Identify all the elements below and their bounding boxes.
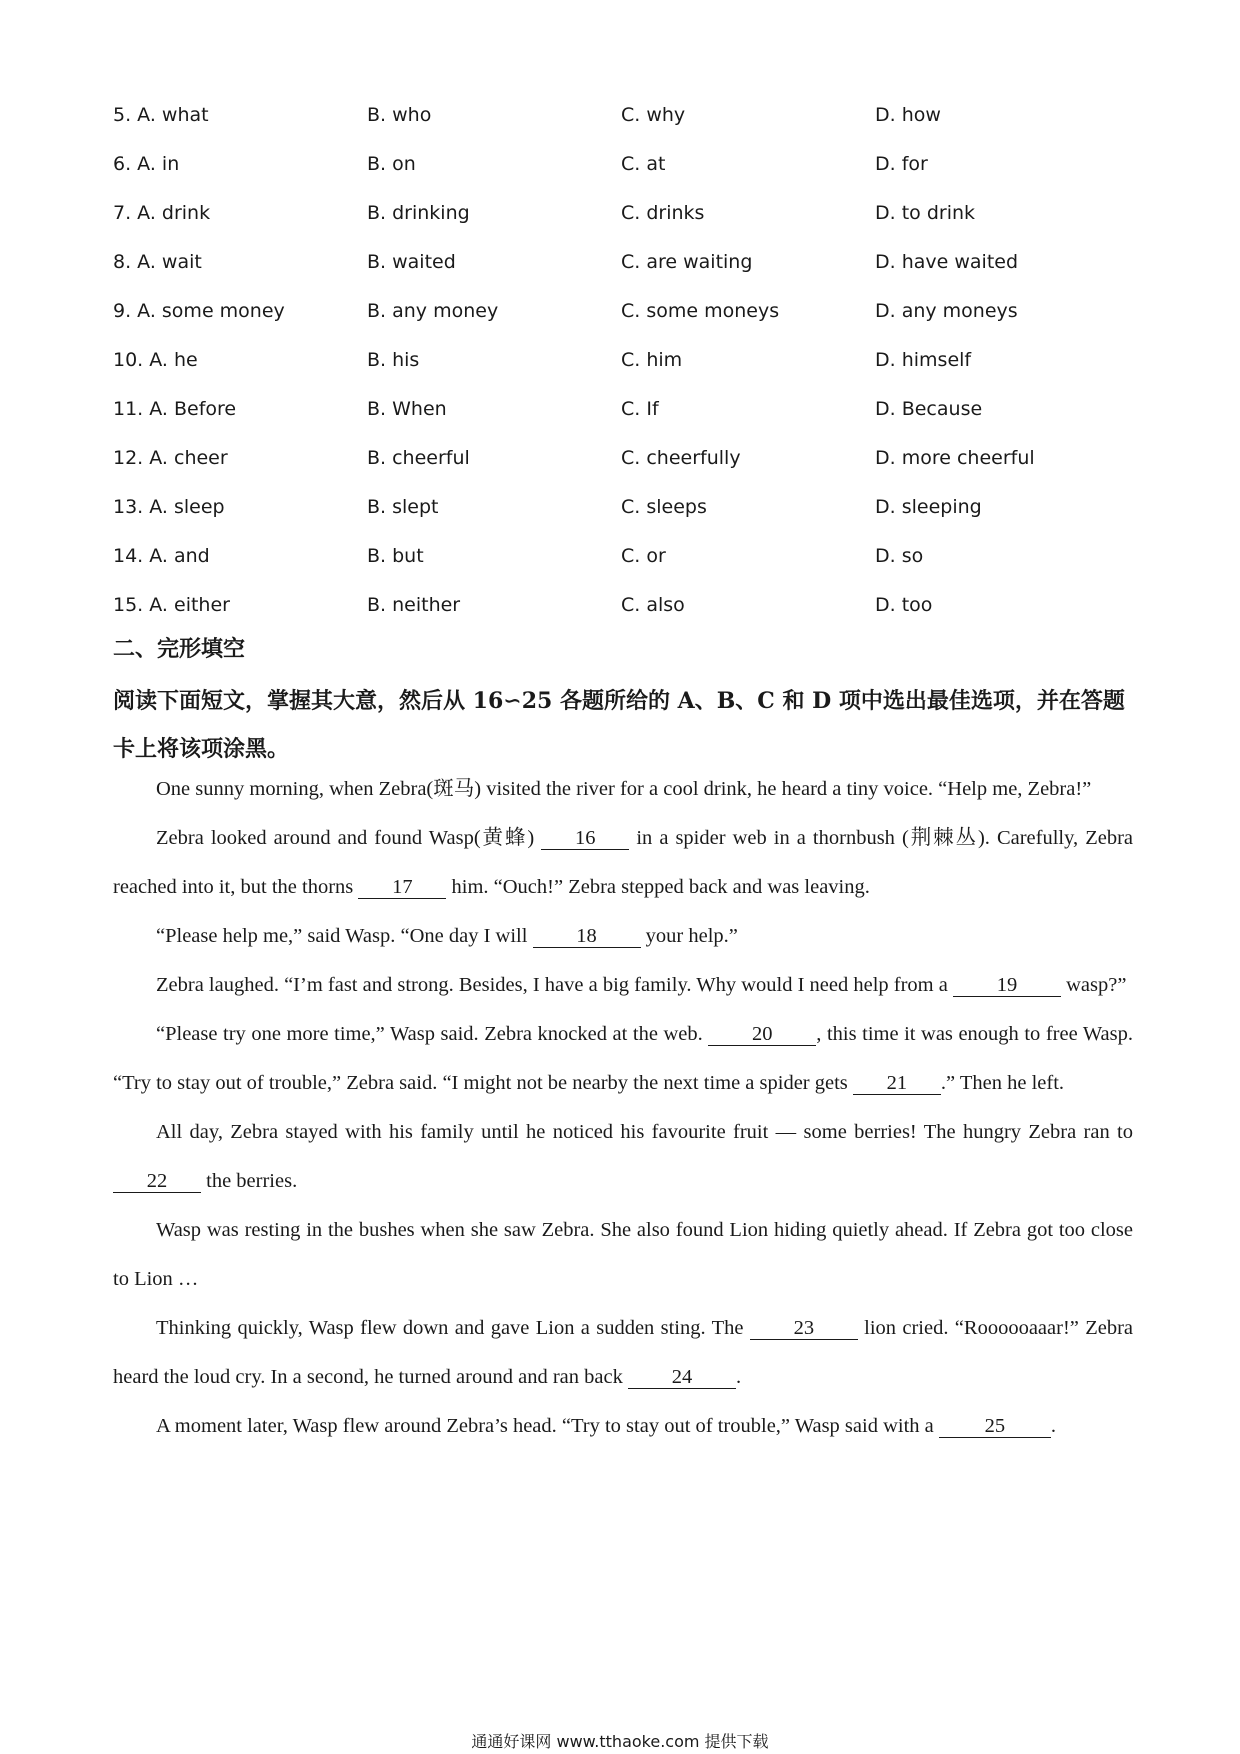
text: in a spider web in a thornbush (荆棘丛). Carefully, Zebra reached into it, but the thorns <box>113 827 1134 898</box>
option-row-6 <box>113 153 1133 202</box>
option-a: 11. A. Before <box>113 398 237 420</box>
option-c: C. cheerfully <box>621 447 741 469</box>
options-list <box>113 104 1133 643</box>
option-a: 10. A. he <box>113 349 198 371</box>
text: “Please help me,” said Wasp. “One day I will <box>156 925 528 947</box>
option-c: C. sleeps <box>621 496 707 518</box>
blank-18[interactable]: 18 <box>533 925 641 948</box>
option-b: B. his <box>367 349 420 371</box>
option-c: C. at <box>621 153 666 175</box>
option-row-15 <box>113 594 1133 643</box>
option-row-8 <box>113 251 1133 300</box>
paragraph-6 <box>113 1108 1133 1206</box>
option-a: 7. A. drink <box>113 202 211 224</box>
text: Zebra looked around and found Wasp(黄蜂) <box>156 827 535 849</box>
option-c: C. are waiting <box>621 251 753 273</box>
option-d: D. Because <box>875 398 983 420</box>
text: Thinking quickly, Wasp flew down and gave Lion a sudden sting. The <box>156 1317 744 1339</box>
option-b: B. slept <box>367 496 439 518</box>
text: , this time it was enough to free Wasp. “Try to stay out of trouble,” Zebra said. “I might not be nearby the next time a spider gets <box>113 1023 1134 1094</box>
option-row-12 <box>113 447 1133 496</box>
text: the berries. <box>206 1170 298 1192</box>
option-b: B. waited <box>367 251 456 273</box>
option-row-9 <box>113 300 1133 349</box>
option-a: 5. A. what <box>113 104 209 126</box>
footer: 通通好课网 www.tthaoke.com 提供下载 <box>471 1732 769 1751</box>
option-d: D. how <box>875 104 941 126</box>
option-a: 15. A. either <box>113 594 230 616</box>
text: lion cried. “Roooooaaar!” Zebra heard the loud cry. In a second, he turned around and ran back <box>113 1317 1134 1388</box>
text: Zebra laughed. “I’m fast and strong. Besides, I have a big family. Why would I need help from a <box>156 974 948 996</box>
blank-19[interactable]: 19 <box>953 974 1061 997</box>
text: A moment later, Wasp flew around Zebra’s head. “Try to stay out of trouble,” Wasp said with a <box>156 1415 934 1437</box>
cloze-passage <box>113 765 1133 1451</box>
option-b: B. but <box>367 545 424 567</box>
option-c: C. him <box>621 349 683 371</box>
paragraph-2 <box>113 814 1133 912</box>
blank-16[interactable]: 16 <box>541 827 629 850</box>
option-b: B. drinking <box>367 202 470 224</box>
instruction: 阅读下面短文，掌握其大意，然后从 16∽25 各题所给的 A、B、C 和 D 项中选出最佳选项，并在答题卡上将该项涂黑。 <box>113 688 1125 762</box>
option-c: C. If <box>621 398 659 420</box>
text: him. “Ouch!” Zebra stepped back and was leaving. <box>451 876 870 898</box>
text: .” Then he left. <box>940 1072 1065 1094</box>
option-d: D. too <box>875 594 933 616</box>
paragraph-5 <box>113 1010 1133 1108</box>
option-c: C. or <box>621 545 666 567</box>
text: . <box>1050 1415 1056 1437</box>
blank-22[interactable]: 22 <box>113 1170 201 1193</box>
text: wasp?” <box>1066 974 1127 996</box>
blank-23[interactable]: 23 <box>750 1317 858 1340</box>
option-c: C. why <box>621 104 686 126</box>
blank-21[interactable]: 21 <box>853 1072 941 1095</box>
option-row-5 <box>113 104 1133 153</box>
option-a: 12. A. cheer <box>113 447 228 469</box>
paragraph-4 <box>113 961 1133 1010</box>
option-row-7 <box>113 202 1133 251</box>
option-row-11 <box>113 398 1133 447</box>
option-a: 8. A. wait <box>113 251 202 273</box>
option-d: D. himself <box>875 349 972 371</box>
option-d: D. sleeping <box>875 496 982 518</box>
option-d: D. any moneys <box>875 300 1018 322</box>
option-d: D. more cheerful <box>875 447 1035 469</box>
option-a: 13. A. sleep <box>113 496 225 518</box>
option-d: D. so <box>875 545 924 567</box>
paragraph-1: One sunny morning, when Zebra(斑马) visited the river for a cool drink, he heard a tiny voice. “Help me, Zebra!” <box>156 778 1092 800</box>
option-b: B. cheerful <box>367 447 470 469</box>
option-b: B. any money <box>367 300 499 322</box>
section-title: 二、完形填空 <box>113 637 246 662</box>
option-c: C. some moneys <box>621 300 780 322</box>
text: “Please try one more time,” Wasp said. Zebra knocked at the web. <box>156 1023 703 1045</box>
paragraph-3 <box>113 912 1133 961</box>
paragraph-9 <box>113 1402 1133 1451</box>
option-d: D. to drink <box>875 202 976 224</box>
option-b: B. When <box>367 398 447 420</box>
option-a: 9. A. some money <box>113 300 285 322</box>
option-d: D. for <box>875 153 928 175</box>
text: All day, Zebra stayed with his family until he noticed his favourite fruit — some berries! The hungry Zebra ran to <box>156 1121 1133 1143</box>
paragraph-7: Wasp was resting in the bushes when she saw Zebra. She also found Lion hiding quietly ahead. If Zebra got too close to Lion … <box>113 1219 1133 1290</box>
option-c: C. also <box>621 594 685 616</box>
option-row-10 <box>113 349 1133 398</box>
blank-24[interactable]: 24 <box>628 1366 736 1389</box>
option-a: 14. A. and <box>113 545 210 567</box>
blank-20[interactable]: 20 <box>708 1023 816 1046</box>
paragraph-8 <box>113 1304 1133 1402</box>
text: . <box>735 1366 742 1388</box>
option-b: B. neither <box>367 594 461 616</box>
option-row-13 <box>113 496 1133 545</box>
option-d: D. have waited <box>875 251 1019 273</box>
option-c: C. drinks <box>621 202 705 224</box>
option-b: B. who <box>367 104 432 126</box>
blank-17[interactable]: 17 <box>358 876 446 899</box>
option-a: 6. A. in <box>113 153 180 175</box>
text: your help.” <box>645 925 738 947</box>
option-row-14 <box>113 545 1133 594</box>
blank-25[interactable]: 25 <box>939 1415 1051 1438</box>
option-b: B. on <box>367 153 416 175</box>
